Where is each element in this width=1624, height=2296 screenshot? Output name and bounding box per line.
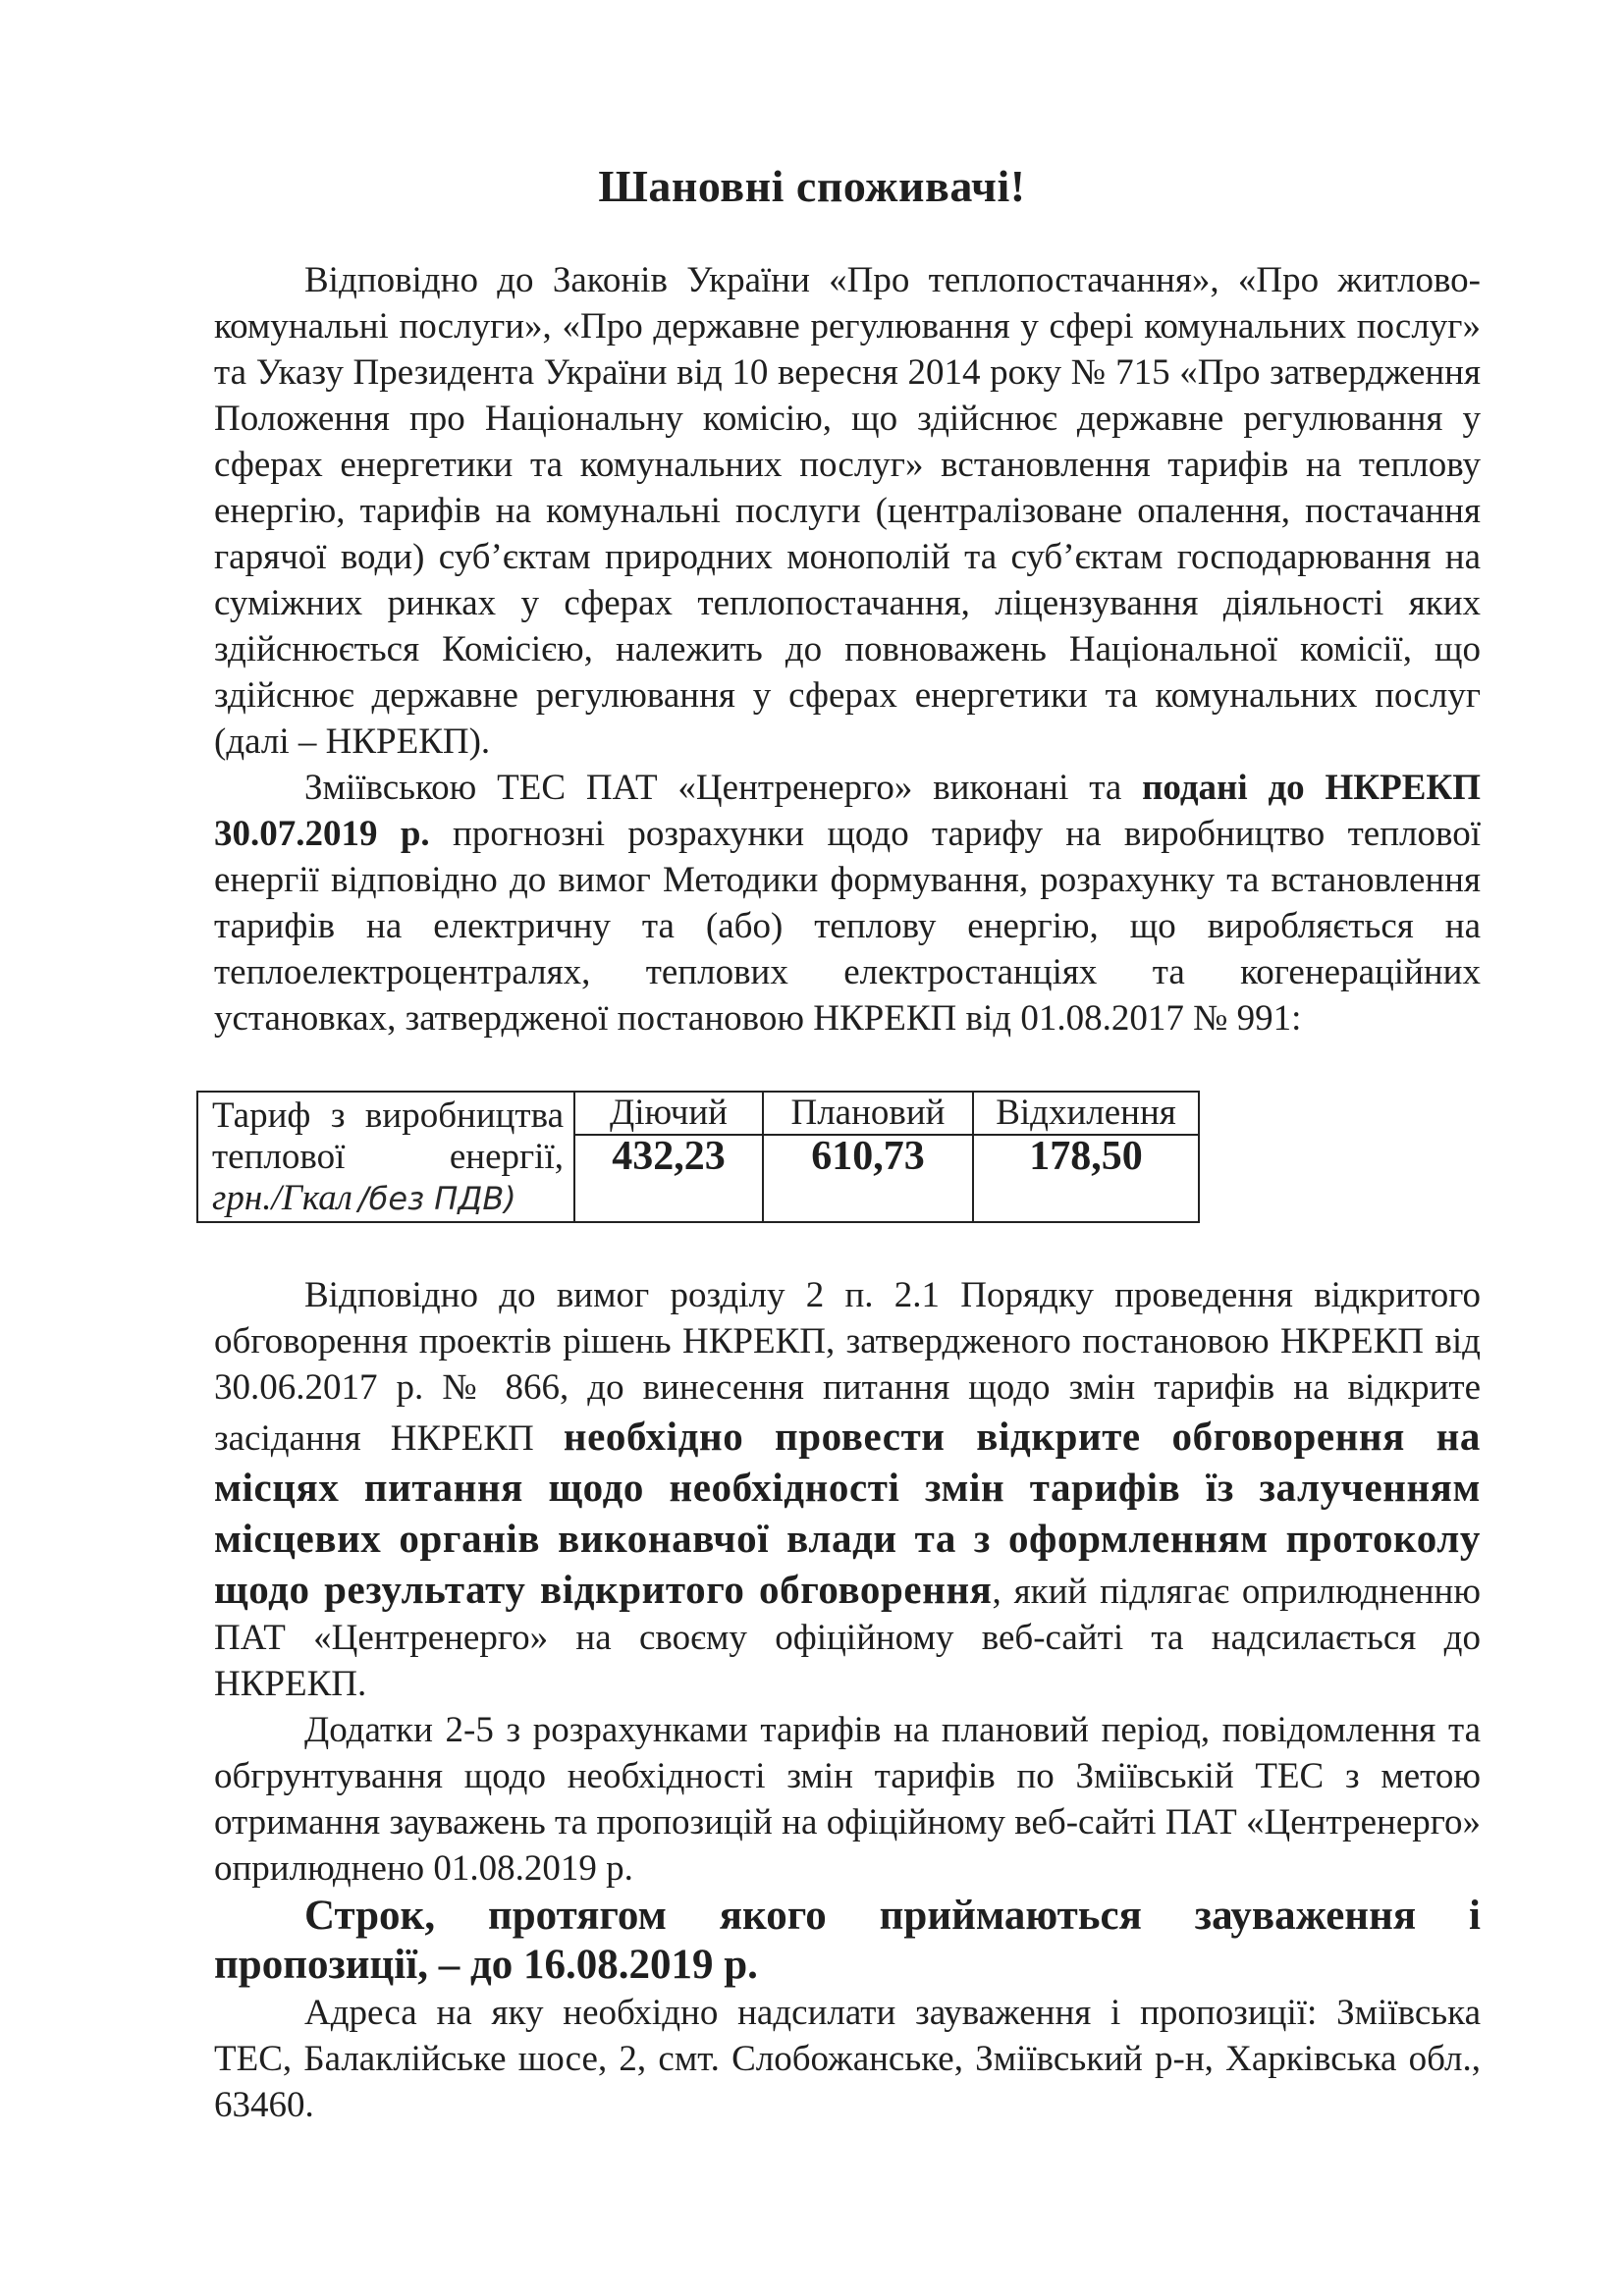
label-unit-line: [212, 1178, 564, 1219]
value-deviation: 178,50: [973, 1135, 1199, 1222]
submission-text-start: Зміївською ТЕС ПАТ «Центренерго» виконані та: [304, 768, 1143, 808]
tariff-label-cell: [197, 1092, 574, 1222]
value-current: 432,23: [574, 1135, 763, 1222]
header-deviation: Відхилення: [973, 1092, 1199, 1135]
label-word: Тариф: [212, 1095, 311, 1136]
header-current: Діючий: [574, 1092, 763, 1135]
label-word: з: [330, 1095, 346, 1136]
discussion-text-end: який підлягає оприлюдненню ПАТ «Центренерго» на своєму офіційному веб-сайті та надсилається до НКРЕКП.: [214, 1572, 1481, 1704]
header-planned: Плановий: [763, 1092, 973, 1135]
label-line: [212, 1095, 564, 1137]
label-line: [212, 1137, 564, 1178]
paragraph-appendices: Додатки 2-5 з розрахунками тарифів на плановий період, повідомлення та обгрунтування щодо необхідності змін тарифів по Зміївській ТЕС з метою отримання зауважень та пропозицій на офіційному веб-сайті ПАТ «Центренерго» оприлюднено 01.08.2019 р.: [214, 1710, 1481, 1889]
value-planned: 610,73: [763, 1135, 973, 1222]
paragraph-submission: [214, 765, 1481, 1041]
deadline-notice: Строк, протягом якого приймаються зауваження і пропозиції, – до 16.08.2019 р.: [214, 1893, 1481, 1988]
tariff-table: [196, 1091, 1200, 1223]
paragraph-address: Адреса на яку необхідно надсилати зауваження і пропозиції: Зміївська ТЕС, Балаклійське шосе, 2, смт. Слобожанське, Зміївський р-н, Харківська обл., 63460.: [214, 1993, 1481, 2125]
label-word: теплової: [212, 1137, 346, 1177]
paragraph-discussion: [214, 1272, 1481, 1707]
intro-section: [214, 257, 1481, 1041]
discussion-section: [214, 1272, 1481, 2128]
handwritten-note: /без ПДВ): [357, 1180, 516, 1217]
label-word: енергії,: [449, 1137, 564, 1177]
tariff-unit: грн./Гкал: [212, 1178, 352, 1218]
paragraph-legal-basis: Відповідно до Законів України «Про теплопостачання», «Про житлово-комунальні послуги», «Про державне регулювання у сфері комунальних послуг» та Указу Президента України від 10 вересня 2014 року № 715 «Про затвердження Положення про Національну комісію, що здійснює державне регулювання у сферах енергетики та комунальних послуг» встановлення тарифів на теплову енергію, тарифів на комунальні послуги (централізоване опалення, постачання гарячої води) суб’єктам природних монополій та суб’єктам господарювання на суміжних ринках у сферах теплопостачання, ліцензування діяльності яких здійснюється Комісією, належить до повноважень Національної комісії, що здійснює державне регулювання у сферах енергетики та комунальних послуг (далі – НКРЕКП).: [214, 260, 1481, 762]
discussion-text-start: Відповідно до вимог розділу 2 п. 2.1 Порядку проведення відкритого обговорення проектів рішень НКРЕКП, затвердженого постановою НКРЕКП від 30.06.2017 р. № 866, до винесення питання щодо змін тарифів на відкрите засідання НКРЕКП: [214, 1275, 1481, 1459]
discussion-requirement-bold: необхідно провести відкрите обговорення на місцях питання щодо необхідності змін тарифів їз залученням місцевих органів виконавчої влади та з оформленням протоколу щодо результату відкритого обговорення: [214, 1414, 1481, 1612]
submission-text-end: прогнозні розрахунки щодо тарифу на виробництво теплової енергії відповідно до вимог Методики формування, розрахунку та встановлення тарифів на електричну та (або) теплову енергію, що виробляється на теплоелектроцентралях, теплових електростанціях та когенераційних установках, затвердженої постановою НКРЕКП від 01.08.2017 № 991:: [214, 814, 1481, 1039]
document-title: Шановні споживачі!: [598, 161, 1026, 211]
label-word: виробництва: [364, 1095, 564, 1136]
submission-date-bold: подані до НКРЕКП 30.07.2019 р.: [214, 768, 1481, 854]
discussion-comma: ,: [992, 1572, 1014, 1612]
table-row: [197, 1092, 1199, 1135]
